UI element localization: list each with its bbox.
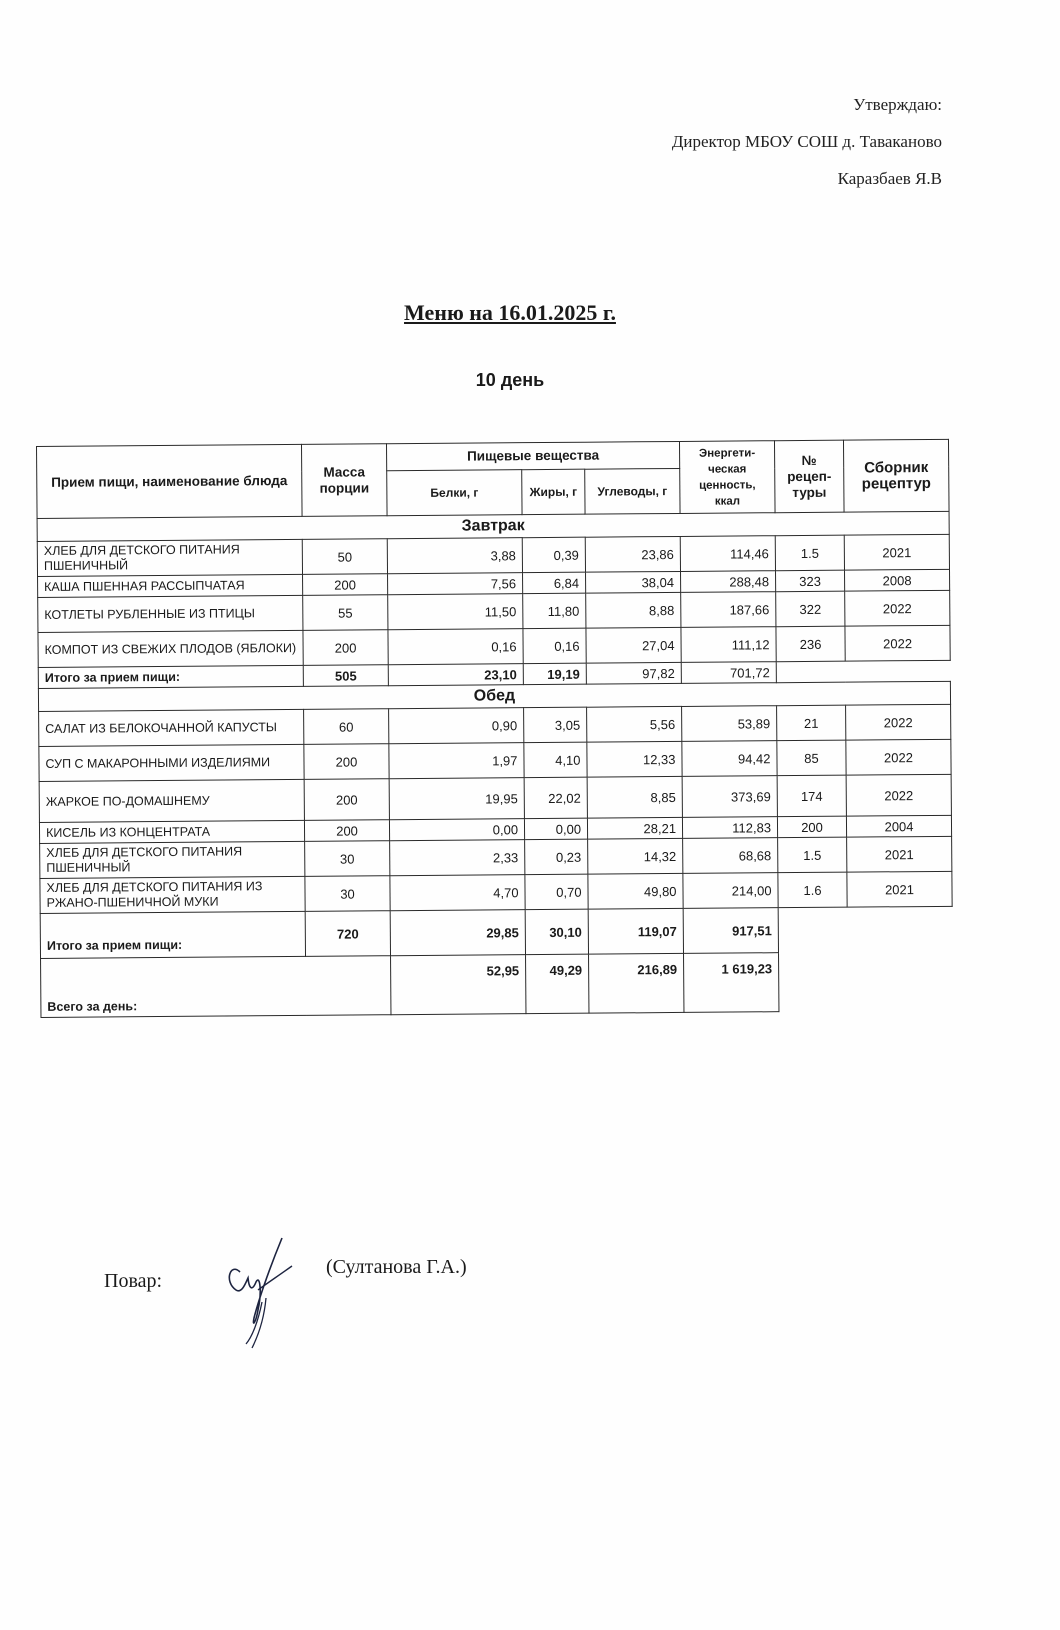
header-mass: Масса порции xyxy=(301,444,387,517)
day-total-row: Всего за день: 52,95 49,29 216,89 1 619,23 xyxy=(41,951,953,1017)
approval-heading: Утверждаю: xyxy=(853,95,942,114)
table-row: КОМПОТ ИЗ СВЕЖИХ ПЛОДОВ (ЯБЛОКИ) 200 0,16 0,16 27,04 111,12 236 2022 xyxy=(38,625,950,667)
approval-position: Директор МБОУ СОШ д. Таваканово xyxy=(671,132,942,151)
table-row: ХЛЕБ ДЛЯ ДЕТСКОГО ПИТАНИЯ ПШЕНИЧНЫЙ 30 2,33 0,23 14,32 68,68 1.5 2021 xyxy=(40,836,952,878)
header-nutrients: Пищевые вещества xyxy=(386,441,679,470)
lunch-total-row: Итого за прием пищи: 720 29,85 30,10 119,07 917,51 xyxy=(40,906,952,958)
section-lunch: Обед xyxy=(38,681,950,711)
table-row: САЛАТ ИЗ БЕЛОКОЧАННОЙ КАПУСТЫ 60 0,90 3,05 5,56 53,89 21 2022 xyxy=(39,704,951,746)
header-name: Прием пищи, наименование блюда xyxy=(37,444,303,518)
page-title: Меню на 16.01.2025 г. xyxy=(404,300,616,325)
table-row: КОТЛЕТЫ РУБЛЕННЫЕ ИЗ ПТИЦЫ 55 11,50 11,80 8,88 187,66 322 2022 xyxy=(38,590,950,632)
table-row: ХЛЕБ ДЛЯ ДЕТСКОГО ПИТАНИЯ ПШЕНИЧНЫЙ 50 3,88 0,39 23,86 114,46 1.5 2021 xyxy=(37,534,949,576)
table-row: ХЛЕБ ДЛЯ ДЕТСКОГО ПИТАНИЯ ИЗ РЖАНО-ПШЕНИЧНОЙ МУКИ 30 4,70 0,70 49,80 214,00 1.6 2021 xyxy=(40,871,952,913)
table-row: КАША ПШЕННАЯ РАССЫПЧАТАЯ 200 7,56 6,84 38,04 288,48 323 2008 xyxy=(38,569,950,597)
header-energy: Энергети-ческая ценность, ккал xyxy=(679,441,775,514)
header-protein: Белки, г xyxy=(387,470,522,516)
table-row: КИСЕЛЬ ИЗ КОНЦЕНТРАТА 200 0,00 0,00 28,21 112,83 200 2004 xyxy=(39,815,951,843)
header-collection: Сборник рецептур xyxy=(843,439,949,512)
header-fat: Жиры, г xyxy=(522,469,585,514)
table-row: ЖАРКОЕ ПО-ДОМАШНЕМУ 200 19,95 22,02 8,85 373,69 174 2022 xyxy=(39,774,951,822)
menu-table xyxy=(36,439,953,1018)
section-breakfast: Завтрак xyxy=(37,511,949,541)
header-carbs: Углеводы, г xyxy=(585,468,680,514)
breakfast-total-row: Итого за прием пищи: 505 23,10 19,19 97,82 701,72 xyxy=(38,660,950,688)
day-number: 10 день xyxy=(475,370,545,390)
table-row: СУП С МАКАРОННЫМИ ИЗДЕЛИЯМИ 200 1,97 4,10 12,33 94,42 85 2022 xyxy=(39,739,951,781)
signature-icon xyxy=(222,1232,302,1352)
approval-person: Каразбаев Я.В xyxy=(837,169,942,188)
cook-label: Повар: xyxy=(104,1270,163,1292)
header-recipe-no: № рецеп-туры xyxy=(774,440,844,513)
approval-block xyxy=(672,86,942,197)
cook-name: (Султанова Г.А.) xyxy=(326,1256,467,1278)
table-header-row xyxy=(37,439,949,473)
